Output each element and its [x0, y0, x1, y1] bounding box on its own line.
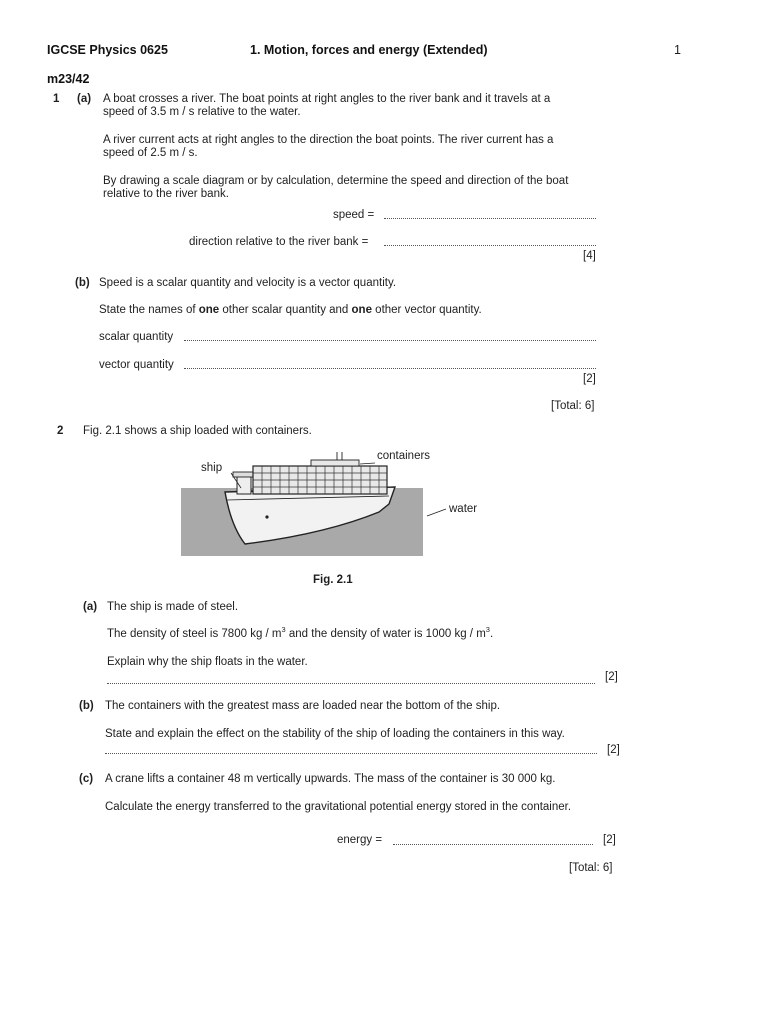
- course-title: IGCSE Physics 0625: [47, 43, 168, 57]
- hull-porthole: [265, 515, 268, 518]
- q2b-marks: [2]: [607, 744, 620, 756]
- bridge-top: [233, 472, 255, 477]
- q1b-text-segment: other scalar quantity and: [219, 304, 352, 316]
- speed-answer-line[interactable]: [384, 218, 596, 219]
- vector-answer-line[interactable]: [184, 368, 596, 369]
- q2a-answer-line[interactable]: [107, 683, 595, 684]
- q2a-text-line: Explain why the ship floats in the water.: [107, 656, 308, 668]
- vector-quantity-label: vector quantity: [99, 359, 174, 371]
- containers-leader-line: [360, 463, 375, 464]
- page-number: 1: [674, 43, 681, 57]
- label-ship: ship: [201, 462, 223, 474]
- q2a-label: (a): [83, 601, 98, 613]
- q1b-text-line: [99, 304, 482, 318]
- density-text: The density of steel is 7800 kg / m: [107, 628, 282, 640]
- density-text: and the density of water is 1000 kg / m: [285, 628, 486, 640]
- q1-number: 1: [53, 93, 60, 105]
- upper-containers: [311, 460, 359, 466]
- q1a-text-line: speed of 2.5 m / s.: [103, 147, 198, 159]
- q2b-text-line: The containers with the greatest mass are loaded near the bottom of the ship.: [105, 700, 501, 712]
- q1b-text-bold: one: [198, 304, 220, 316]
- scalar-answer-line[interactable]: [184, 340, 596, 341]
- q2b-answer-line[interactable]: [105, 753, 597, 754]
- q2c-marks: [2]: [603, 834, 616, 846]
- q1a-marks: [4]: [583, 250, 596, 262]
- q2c-text-line: Calculate the energy transferred to the gravitational potential energy stored in the container.: [105, 801, 572, 813]
- q2c-label: (c): [79, 773, 94, 785]
- exponent: 3: [281, 625, 286, 634]
- q1b-text-segment: other vector quantity.: [371, 304, 482, 316]
- q2b-text-line: State and explain the effect on the stability of the ship of loading the containers in this way.: [105, 728, 565, 740]
- q1a-text-line: A boat crosses a river. The boat points at right angles to the river bank and it travels at a: [103, 93, 551, 105]
- q1a-text-line: A river current acts at right angles to the direction the boat points. The river current has a: [103, 134, 554, 146]
- q2b-label: (b): [79, 700, 94, 712]
- q2a-marks: [2]: [605, 671, 618, 683]
- direction-answer-line[interactable]: [384, 245, 596, 246]
- q1b-text-segment: State the names of: [99, 304, 199, 316]
- q2a-density-line: [107, 625, 494, 642]
- q2a-text-line: The ship is made of steel.: [107, 601, 239, 613]
- q1a-text-line: relative to the river bank.: [103, 188, 229, 200]
- scalar-quantity-label: scalar quantity: [99, 331, 174, 343]
- water-leader-line: [427, 509, 446, 516]
- q2c-text-line: A crane lifts a container 48 m vertically upwards. The mass of the container is 30 000 kg.: [105, 773, 556, 785]
- q1b-marks: [2]: [583, 373, 596, 385]
- q1b-text-bold: one: [351, 304, 372, 316]
- topic-title: 1. Motion, forces and energy (Extended): [250, 43, 488, 57]
- label-water: water: [449, 503, 478, 515]
- energy-label: energy =: [337, 834, 383, 846]
- q2-total: [Total: 6]: [569, 862, 613, 874]
- density-text: .: [489, 628, 494, 640]
- q1b-label: (b): [75, 277, 90, 289]
- q1a-label: (a): [77, 93, 92, 105]
- q2-intro: Fig. 2.1 shows a ship loaded with containers.: [83, 425, 312, 437]
- q1-total: [Total: 6]: [551, 400, 595, 412]
- direction-label: direction relative to the river bank =: [189, 236, 369, 248]
- exponent: 3: [485, 625, 490, 634]
- q1a-text-line: By drawing a scale diagram or by calculation, determine the speed and direction of the boat: [103, 175, 569, 187]
- q1a-text-line: speed of 3.5 m / s relative to the water.: [103, 106, 301, 118]
- q2-number: 2: [57, 425, 64, 437]
- energy-answer-line[interactable]: [393, 844, 593, 845]
- figure-caption: Fig. 2.1: [313, 574, 353, 586]
- speed-label: speed =: [333, 209, 375, 221]
- q1b-text-line: Speed is a scalar quantity and velocity is a vector quantity.: [99, 277, 397, 289]
- label-containers: containers: [377, 450, 431, 462]
- paper-code: m23/42: [47, 72, 90, 86]
